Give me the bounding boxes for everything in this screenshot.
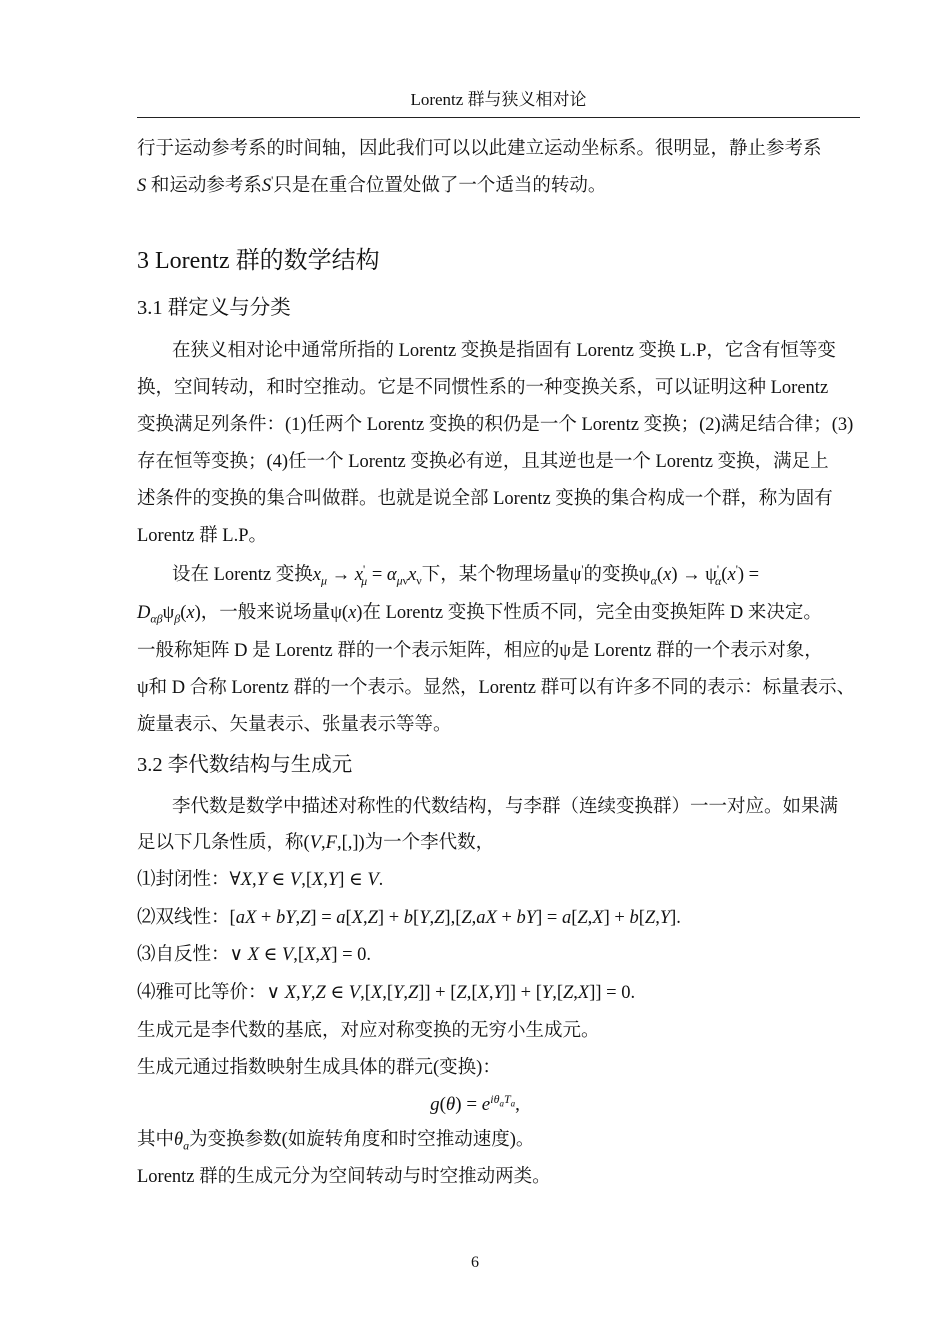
para0-line2: S 和运动参考系S'只是在重合位置处做了一个适当的转动。 [137,172,607,196]
sec31-p1-line1: 在狭义相对论中通常所指的 Lorentz 变换是指固有 Lorentz 变换 L.P，它含有恒等变 [172,341,836,361]
frame-s-symbol: S [137,176,147,196]
sec31-p2-line5: 旋量表示、矢量表示、张量表示等等。 [137,715,452,735]
frame-s-prime-symbol: S [261,176,272,196]
sec31-p1-line4: 存在恒等变换；(4)任一个 Lorentz 变换必有逆，且其逆也是一个 Lorentz 变换，满足上 [137,452,829,472]
generator-line2: 生成元通过指数映射生成具体的群元(变换)： [137,1058,501,1078]
subsection-3-2-title: 3.2 李代数结构与生成元 [137,754,353,776]
generator-classification: Lorentz 群的生成元分为空间转动与时空推动两类。 [137,1167,551,1187]
generator-line1: 生成元是李代数的基底，对应对称变换的无穷小生成元。 [137,1021,600,1041]
sec31-p2-line1: 设在 Lorentz 变换$x_\mu \to x'_\mu = \alpha_{\mu\nu}x_\nu$下，某个物理场量ψ'的变换$\psi_\alpha(x) \to \psi'_\alpha(x')$ = [172,561,760,588]
section-3-title: 3 Lorentz 群的数学结构 [137,248,380,274]
header-rule [137,117,860,118]
sec31-p1-line2: 换，空间转动，和时空推动。它是不同惯性系的一种变换关系，可以证明这种 Lorentz [137,378,829,398]
page-number: 6 [471,1254,479,1271]
subsection-3-1-title: 3.1 群定义与分类 [137,297,291,319]
exponential-map-equation: $g(\theta) = e^{i\theta_aT_a}$, [430,1091,520,1115]
property-reflexive: ⑶自反性：∨ X ∈ V,[X,X] = 0. [137,945,372,965]
sec31-p2-line2: $D_{\alpha\beta}\psi_\beta(x)$，一般来说场量ψ(x)在 Lorentz 变换下性质不同，完全由变换矩阵 D 来决定。 [137,603,822,626]
sec31-p1-line3: 变换满足列条件：(1)任两个 Lorentz 变换的积仍是一个 Lorentz 变换；(2)满足结合律；(3) [137,415,854,435]
sec32-p1-line1: 李代数是数学中描述对称性的代数结构，与李群（连续变换群）一一对应。如果满 [172,797,839,817]
property-bilinear: ⑵双线性：[aX + bY,Z] = a[X,Z] + b[Y,Z],[Z,aX + bY] = a[Z,X] + b[Z,Y]. [137,908,681,928]
sec31-p2-line4: ψ和 D 合称 Lorentz 群的一个表示。显然，Lorentz 群可以有许多不同的表示：标量表示、 [137,678,856,698]
sec32-p1-line2: 足以下几条性质，称(V,F,[,])为一个李代数， [137,833,495,853]
running-head: Lorentz 群与狭义相对论 [410,90,587,109]
para0-line1: 行于运动参考系的时间轴，因此我们可以以此建立运动坐标系。很明显，静止参考系 [137,139,822,159]
property-jacobi: ⑷雅可比等价：∨ X,Y,Z ∈ V,[X,[Y,Z]] + [Z,[X,Y]] + [Y,[Z,X]] = 0. [137,983,636,1003]
sec31-p2-line3: 一般称矩阵 D 是 Lorentz 群的一个表示矩阵，相应的ψ是 Lorentz 群的一个表示对象， [137,641,823,661]
property-closure: ⑴封闭性：∀X,Y ∈ V,[X,Y] ∈ V. [137,870,384,890]
sec31-p1-line5: 述条件的变换的集合叫做群。也就是说全部 Lorentz 变换的集合构成一个群，称为固有 [137,489,833,509]
parameter-explanation: 其中$\theta_a$为变换参数(如旋转角度和时空推动速度)。 [137,1130,535,1153]
sec31-p1-line6: Lorentz 群 L.P。 [137,526,267,546]
